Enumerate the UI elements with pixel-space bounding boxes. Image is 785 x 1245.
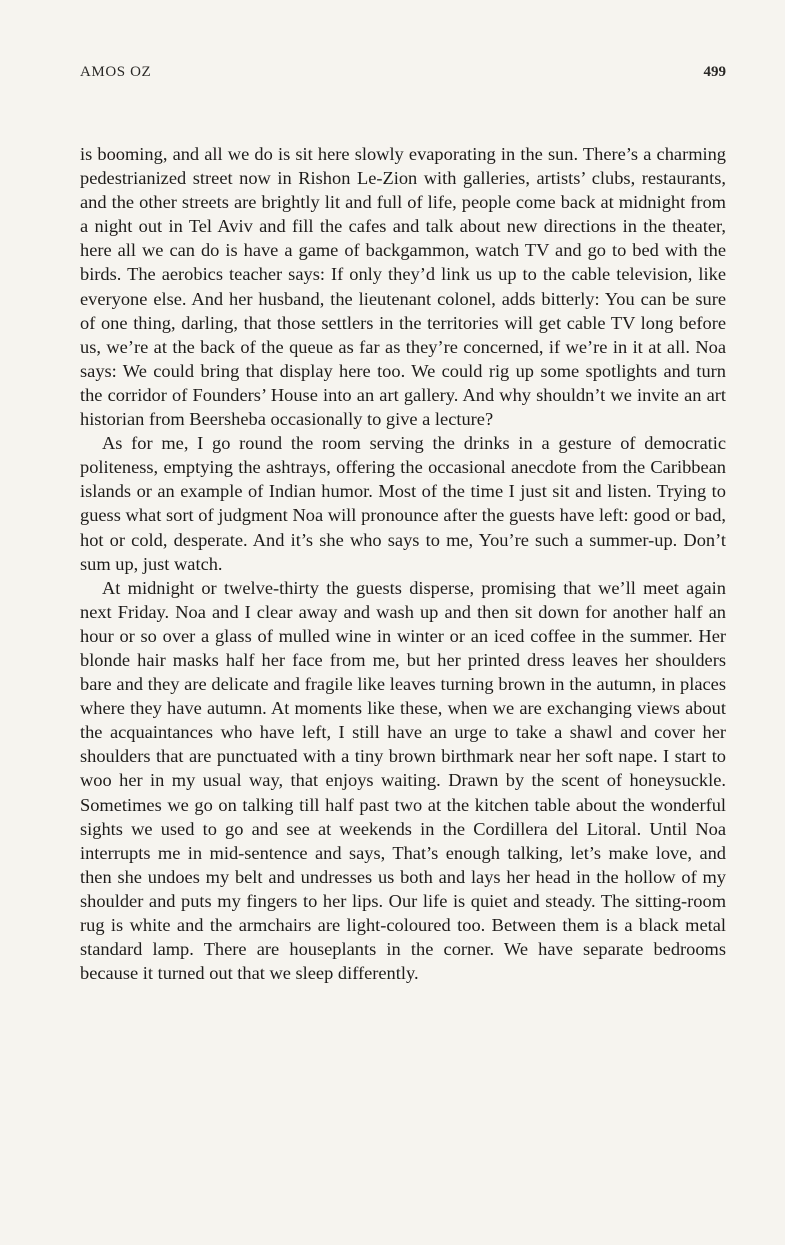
paragraph-continuation: is booming, and all we do is sit here slowly evaporating in the sun. There’s a charming pedestrianized street now in Rishon Le-Zion with galleries, artists’ clubs, restaurants, and the other streets are brightly lit and full of life, people come back at midnight from a night out in Tel Aviv and fill the cafes and talk about new directions in the theater, here all we can do is have a game of backgammon, watch TV and go to bed with the birds. The aerobics teacher says: If only they’d link us up to the cable television, like everyone else. And her husband, the lieutenant colonel, adds bitterly: You can be sure of one thing, darling, that those settlers in the territories will get cable TV long before us, we’re at the back of the queue as far as they’re concerned, if we’re in it at all. Noa says: We could bring that display here too. We could rig up some spotlights and turn the corridor of Founders’ House into an art gallery. And why shouldn’t we invite an art historian from Beersheba occasionally to give a lecture?: [80, 144, 726, 430]
running-head: [80, 64, 726, 88]
paragraph-serving-drinks: As for me, I go round the room serving the drinks in a gesture of democratic politeness, emptying the ashtrays, offering the occasional anecdote from the Caribbean islands or an example of Indian humor. Most of the time I just sit and listen. Trying to guess what sort of judgment Noa will pronounce after the guests have left: good or bad, hot or cold, desperate. And it’s she who says to me, You’re such a summer-up. Don’t sum up, just watch.: [80, 433, 726, 574]
body-text: [80, 142, 726, 985]
page-number: 499: [703, 64, 726, 80]
paragraph-midnight: At midnight or twelve-thirty the guests disperse, promising that we’ll meet again next Friday. Noa and I clear away and wash up and then sit down for another half an hour or so over a glass of mulled wine in winter or an iced coffee in the summer. Her blonde hair masks half her face from me, but her printed dress leaves her shoulders bare and they are delicate and fragile like leaves turning brown in the autumn, in places where they have autumn. At moments like these, when we are exchanging views about the acquaintances who have left, I still have an urge to take a shawl and cover her shoulders that are punctuated with a tiny brown birthmark near her soft nape. I start to woo her in my usual way, that enjoys waiting. Drawn by the scent of honeysuckle. Sometimes we go on talking till half past two at the kitchen table about the wonderful sights we used to go and see at weekends in the Cordillera del Litoral. Until Noa interrupts me in mid-sentence and says, That’s enough talking, let’s make love, and then she undoes my belt and undresses us both and lays her head in the hollow of my shoulder and puts my fingers to her lips. Our life is quiet and steady. The sitting-room rug is white and the armchairs are light-coloured too. Between them is a black metal standard lamp. There are houseplants in the corner. We have separate bedrooms because it turned out that we sleep differently.: [80, 577, 726, 984]
running-head-author: AMOS OZ: [80, 64, 152, 80]
